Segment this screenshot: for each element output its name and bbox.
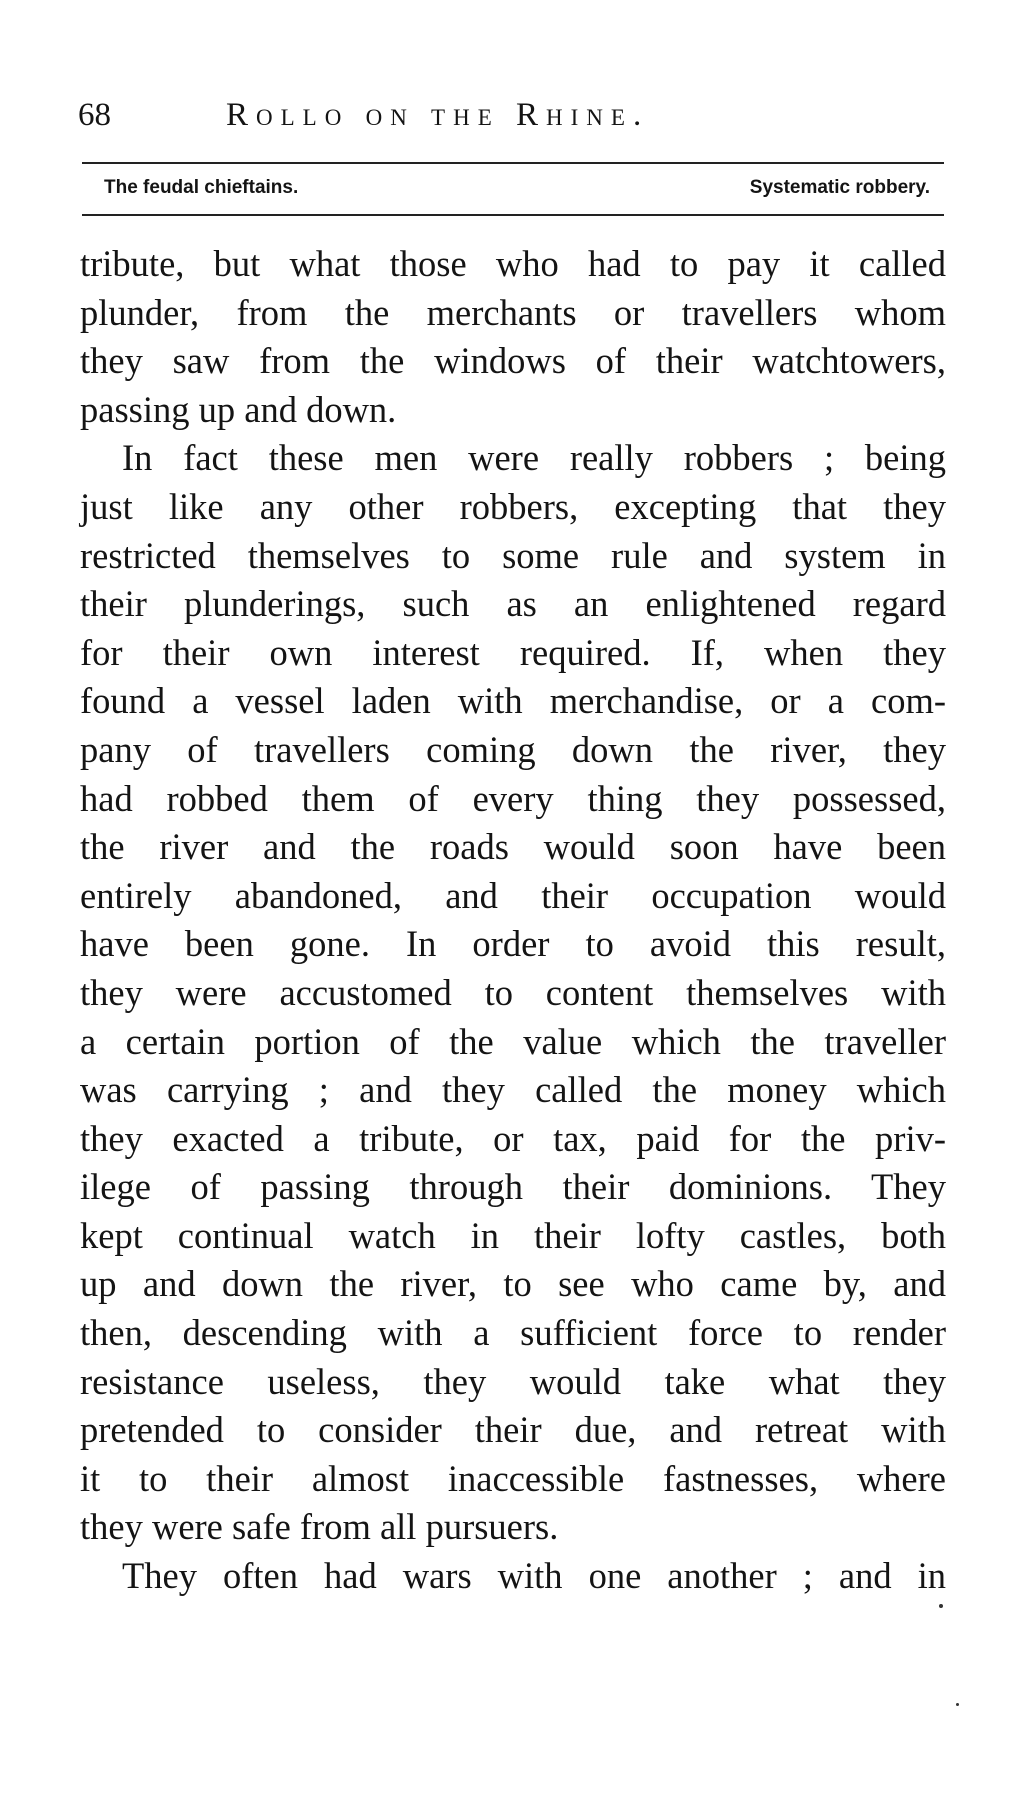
text-line: They often had wars with one another ; and in <box>122 1555 946 1597</box>
text-line: up and down the river, to see who came by, and <box>80 1263 946 1305</box>
text-line: restricted themselves to some rule and system in <box>80 534 946 576</box>
text-line: the river and the roads would soon have been <box>80 826 946 868</box>
text-line: pany of travellers coming down the river, they <box>80 728 946 770</box>
text-line: kept continual watch in their lofty castles, both <box>80 1214 946 1256</box>
text-line: was carrying ; and they called the money which <box>80 1069 946 1111</box>
text-line: resistance useless, they would take what they <box>80 1360 946 1402</box>
text-line: In fact these men were really robbers ; being <box>122 437 946 479</box>
side-heading-right: Systematic robbery. <box>749 177 930 198</box>
text-line: plunder, from the merchants or travellers whom <box>80 291 946 333</box>
text-line: then, descending with a sufficient force to render <box>80 1312 946 1354</box>
page-number: 68 <box>78 97 111 133</box>
text-line: it to their almost inaccessible fastnesses, where <box>80 1457 946 1499</box>
text-line: they were safe from all pursuers. <box>80 1506 559 1548</box>
bottom-rule <box>82 214 944 216</box>
text-line: a certain portion of the value which the traveller <box>80 1020 946 1062</box>
text-line: passing up and down. <box>80 388 397 430</box>
text-line: they saw from the windows of their watchtowers, <box>80 340 946 382</box>
top-rule <box>82 162 944 164</box>
text-line: had robbed them of every thing they possessed, <box>80 777 946 819</box>
ink-speck <box>939 1604 943 1608</box>
text-line: ilege of passing through their dominions. They <box>80 1166 946 1208</box>
text-line: tribute, but what those who had to pay it called <box>80 243 946 284</box>
side-heading-left: The feudal chieftains. <box>104 177 299 198</box>
text-line: for their own interest required. If, when they <box>80 631 946 673</box>
text-line: found a vessel laden with merchandise, or a com- <box>80 680 946 722</box>
text-line: they exacted a tribute, or tax, paid for the priv- <box>80 1117 946 1159</box>
text-line: just like any other robbers, excepting that they <box>80 485 946 527</box>
text-line: pretended to consider their due, and retreat with <box>80 1409 946 1451</box>
text-line: have been gone. In order to avoid this result, <box>80 923 946 965</box>
text-line: entirely abandoned, and their occupation would <box>80 874 946 916</box>
side-headings <box>104 171 930 205</box>
ink-speck <box>956 1703 959 1706</box>
running-head <box>78 92 948 138</box>
body-text <box>80 240 946 1601</box>
text-line: their plunderings, such as an enlightened regard <box>80 583 946 625</box>
book-title: Rollo on the Rhine. <box>226 97 650 133</box>
text-line: they were accustomed to content themselves with <box>80 971 946 1013</box>
